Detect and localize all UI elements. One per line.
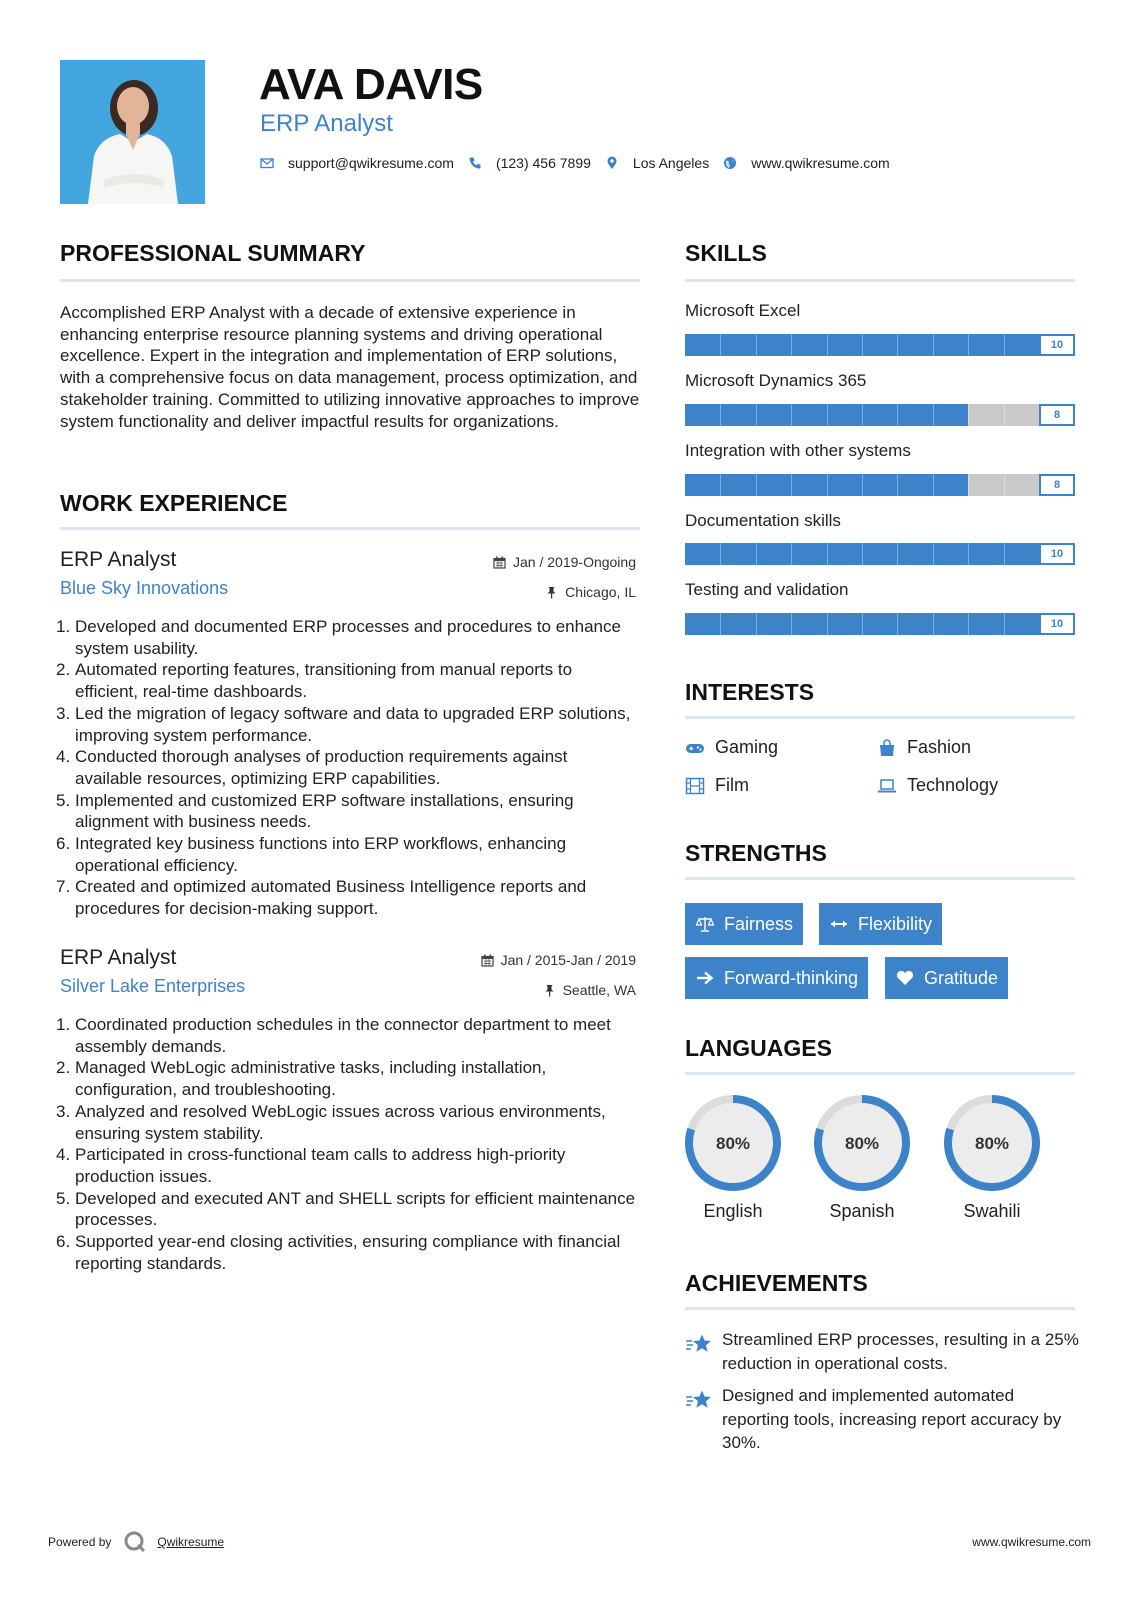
skill-segment-divider — [897, 334, 898, 356]
list-item: 6. Integrated key business functions into ERP workflows, enhancing operational efficiency. — [56, 834, 567, 875]
skill-segment-divider — [756, 543, 757, 565]
skill-segment-divider — [933, 404, 934, 426]
strengths-heading: STRENGTHS — [685, 840, 827, 866]
skill-segment-divider — [1004, 613, 1005, 635]
language-item — [812, 1093, 912, 1222]
strength-badge: Gratitude — [885, 957, 1008, 999]
skill-segment-divider — [862, 334, 863, 356]
skills-divider — [685, 279, 1075, 282]
summary-divider — [60, 279, 640, 282]
portrait-image — [60, 60, 205, 204]
language-gauge — [942, 1093, 1042, 1193]
job-location: Seattle, WA — [543, 982, 636, 998]
website-text: www.qwikresume.com — [751, 155, 890, 171]
gamepad-icon — [685, 739, 705, 757]
skill-bar — [685, 543, 1075, 565]
pushpin-icon — [545, 586, 558, 599]
achievement-item: Streamlined ERP processes, resulting in a 25% reduction in operational costs. — [685, 1328, 1080, 1375]
skill-bar — [685, 404, 1075, 426]
skill-segment-divider — [791, 474, 792, 496]
envelope-icon — [260, 156, 274, 170]
list-item: 7. Created and optimized automated Business Intelligence reports and procedures for decision-making support. — [56, 877, 587, 919]
phone-text: (123) 456 7899 — [495, 155, 591, 171]
interest-item: Fashion — [877, 737, 971, 758]
shopping-bag-icon — [877, 739, 897, 757]
languages-heading: LANGUAGES — [685, 1035, 832, 1061]
job-company: Silver Lake Enterprises — [60, 976, 246, 996]
skill-segment-divider — [827, 334, 828, 356]
list-item: 4. Participated in cross-functional team calls to address high-priority production issues. — [56, 1145, 566, 1186]
interest-item: Technology — [877, 775, 998, 796]
language-gauge — [812, 1093, 912, 1193]
strength-badge: Forward-thinking — [685, 957, 868, 999]
achievements-divider — [685, 1307, 1075, 1310]
job-date: Jan / 2015-Jan / 2019 — [481, 952, 636, 968]
list-item: 5. Implemented and customized ERP software installations, ensuring alignment with business needs. — [56, 790, 574, 832]
contact-location — [605, 155, 709, 171]
language-gauge — [683, 1093, 783, 1193]
interest-item: Film — [685, 775, 749, 796]
svg-text:80%: 80% — [974, 1134, 1010, 1153]
language-item — [683, 1093, 783, 1222]
list-item: 3. Analyzed and resolved WebLogic issues across various environments, ensuring system stability. — [56, 1101, 606, 1143]
heart-icon — [895, 969, 915, 987]
list-item: 1. Coordinated production schedules in the connector department to meet assembly demands. — [56, 1015, 611, 1056]
phone-icon — [468, 156, 482, 170]
job-location: Chicago, IL — [545, 584, 636, 600]
footer-powered-by — [48, 1530, 224, 1554]
skill-segment-divider — [897, 474, 898, 496]
skill-segment-divider — [827, 404, 828, 426]
svg-text:80%: 80% — [844, 1134, 880, 1153]
interest-item: Gaming — [685, 737, 778, 758]
skill-segment-divider — [827, 543, 828, 565]
globe-icon — [723, 156, 737, 170]
skill-segment-divider — [791, 543, 792, 565]
star-award-icon — [685, 1389, 713, 1411]
language-name: English — [703, 1201, 763, 1221]
footer-website[interactable]: www.qwikresume.com — [972, 1535, 1091, 1549]
skill-segment-divider — [720, 613, 721, 635]
skill-segment-divider — [862, 474, 863, 496]
skill-segment-divider — [933, 613, 934, 635]
job-duties-list — [56, 1014, 636, 1274]
skill-segment-divider — [897, 543, 898, 565]
skill-segment-divider — [897, 613, 898, 635]
skill-segment-divider — [862, 404, 863, 426]
skill-segment-divider — [720, 543, 721, 565]
list-item: 1. Developed and documented ERP processes and procedures to enhance system usability. — [56, 617, 621, 658]
skill-segment-divider — [897, 404, 898, 426]
laptop-icon — [877, 777, 897, 795]
skill-segment-divider — [720, 334, 721, 356]
brand-link[interactable]: Qwikresume — [157, 1535, 225, 1549]
skill-label: Microsoft Dynamics 365 — [685, 371, 867, 390]
profile-photo — [60, 60, 205, 204]
skill-segment-divider — [968, 613, 969, 635]
job-duties-list — [56, 616, 636, 920]
skill-segment-divider — [791, 404, 792, 426]
skill-segment-divider — [756, 334, 757, 356]
map-pin-icon — [605, 156, 619, 170]
arrow-right-icon — [695, 969, 715, 987]
skill-bar — [685, 334, 1075, 356]
skill-label: Documentation skills — [685, 511, 841, 530]
job-entry-1 — [56, 548, 636, 919]
list-item: 6. Supported year-end closing activities, ensuring compliance with financial reporting standards. — [56, 1232, 621, 1273]
interests-heading: INTERESTS — [685, 679, 815, 705]
skill-segment-divider — [1004, 334, 1005, 356]
skill-score: 10 — [1039, 613, 1075, 635]
calendar-icon — [493, 556, 506, 569]
skill-segment-divider — [791, 613, 792, 635]
skill-segment-divider — [827, 474, 828, 496]
language-name: Spanish — [829, 1201, 895, 1221]
list-item: 2. Automated reporting features, transitioning from manual reports to efficient, real-time dashboards. — [56, 660, 573, 702]
skill-score: 8 — [1039, 404, 1075, 426]
contact-bar — [260, 155, 904, 171]
skill-segment-divider — [968, 474, 969, 496]
candidate-title: ERP Analyst — [260, 110, 393, 137]
job-title: ERP Analyst — [60, 548, 177, 571]
job-title: ERP Analyst — [60, 946, 177, 969]
skill-segment-divider — [862, 543, 863, 565]
achievements-heading: ACHIEVEMENTS — [685, 1270, 868, 1296]
language-name: Swahili — [963, 1201, 1021, 1221]
job-entry-2 — [56, 946, 636, 1276]
strengths-divider — [685, 877, 1075, 880]
skill-segment-divider — [968, 334, 969, 356]
languages-divider — [685, 1072, 1075, 1075]
star-award-icon — [685, 1333, 713, 1355]
skill-segment-divider — [862, 613, 863, 635]
skill-segment-divider — [756, 474, 757, 496]
experience-heading: WORK EXPERIENCE — [60, 490, 288, 516]
location-text: Los Angeles — [632, 155, 710, 171]
skill-bar — [685, 613, 1075, 635]
skill-segment-divider — [1004, 474, 1005, 496]
contact-email[interactable] — [260, 155, 454, 171]
pushpin-icon — [543, 984, 556, 997]
skill-score: 10 — [1039, 334, 1075, 356]
contact-website[interactable] — [723, 155, 889, 171]
skill-segment-divider — [756, 404, 757, 426]
qwikresume-logo-icon — [123, 1530, 147, 1554]
list-item: 3. Led the migration of legacy software and data to upgraded ERP solutions, improving system performance. — [56, 703, 631, 745]
calendar-icon — [481, 954, 494, 967]
summary-heading: PROFESSIONAL SUMMARY — [60, 240, 366, 266]
skill-segment-divider — [1004, 543, 1005, 565]
skill-segment-divider — [968, 543, 969, 565]
arrows-horizontal-icon — [829, 915, 849, 933]
list-item: 5. Developed and executed ANT and SHELL scripts for efficient maintenance processes. — [56, 1188, 636, 1230]
experience-divider — [60, 527, 640, 530]
interests-divider — [685, 716, 1075, 719]
balance-scale-icon — [695, 915, 715, 933]
skill-bar — [685, 474, 1075, 496]
skill-segment-divider — [933, 543, 934, 565]
strength-badge: Fairness — [685, 903, 803, 945]
skill-segment-divider — [756, 613, 757, 635]
skill-segment-divider — [1004, 404, 1005, 426]
skill-segment-divider — [791, 334, 792, 356]
svg-text:80%: 80% — [715, 1134, 751, 1153]
skills-heading: SKILLS — [685, 240, 767, 266]
skill-segment-divider — [720, 404, 721, 426]
job-date: Jan / 2019-Ongoing — [493, 554, 636, 570]
candidate-name: AVA DAVIS — [259, 60, 483, 109]
email-text: support@qwikresume.com — [288, 155, 454, 171]
skill-segment-divider — [827, 613, 828, 635]
achievement-item: Designed and implemented automated reporting tools, increasing report accuracy by 30%. — [685, 1384, 1080, 1455]
list-item: 4. Conducted thorough analyses of production requirements against available resources, optimizing ERP capabilities. — [56, 747, 568, 788]
strength-badge: Flexibility — [819, 903, 942, 945]
powered-by-text: Powered by — [48, 1535, 112, 1549]
skill-score: 10 — [1039, 543, 1075, 565]
summary-text: Accomplished ERP Analyst with a decade of extensive experience in enhancing enterprise resource planning systems and driving operational excellence. Expert in the integration and implementation of ERP solutions, with a comprehensive focus on data management, process optimization, and stakeholder training. Committed to utilizing innovative approaches to improve system functionality and deliver impactful results for organizations. — [60, 303, 640, 431]
contact-phone[interactable] — [468, 155, 591, 171]
film-icon — [685, 777, 705, 795]
skill-label: Testing and validation — [685, 580, 849, 599]
skill-label: Microsoft Excel — [685, 301, 801, 320]
skill-segment-divider — [933, 474, 934, 496]
language-item — [942, 1093, 1042, 1222]
list-item: 2. Managed WebLogic administrative tasks, including installation, configuration, and troubleshooting. — [56, 1058, 547, 1100]
skill-segment-divider — [720, 474, 721, 496]
skill-segment-divider — [968, 404, 969, 426]
skill-label: Integration with other systems — [685, 441, 911, 460]
skill-score: 8 — [1039, 474, 1075, 496]
job-company: Blue Sky Innovations — [60, 578, 229, 598]
skill-segment-divider — [933, 334, 934, 356]
